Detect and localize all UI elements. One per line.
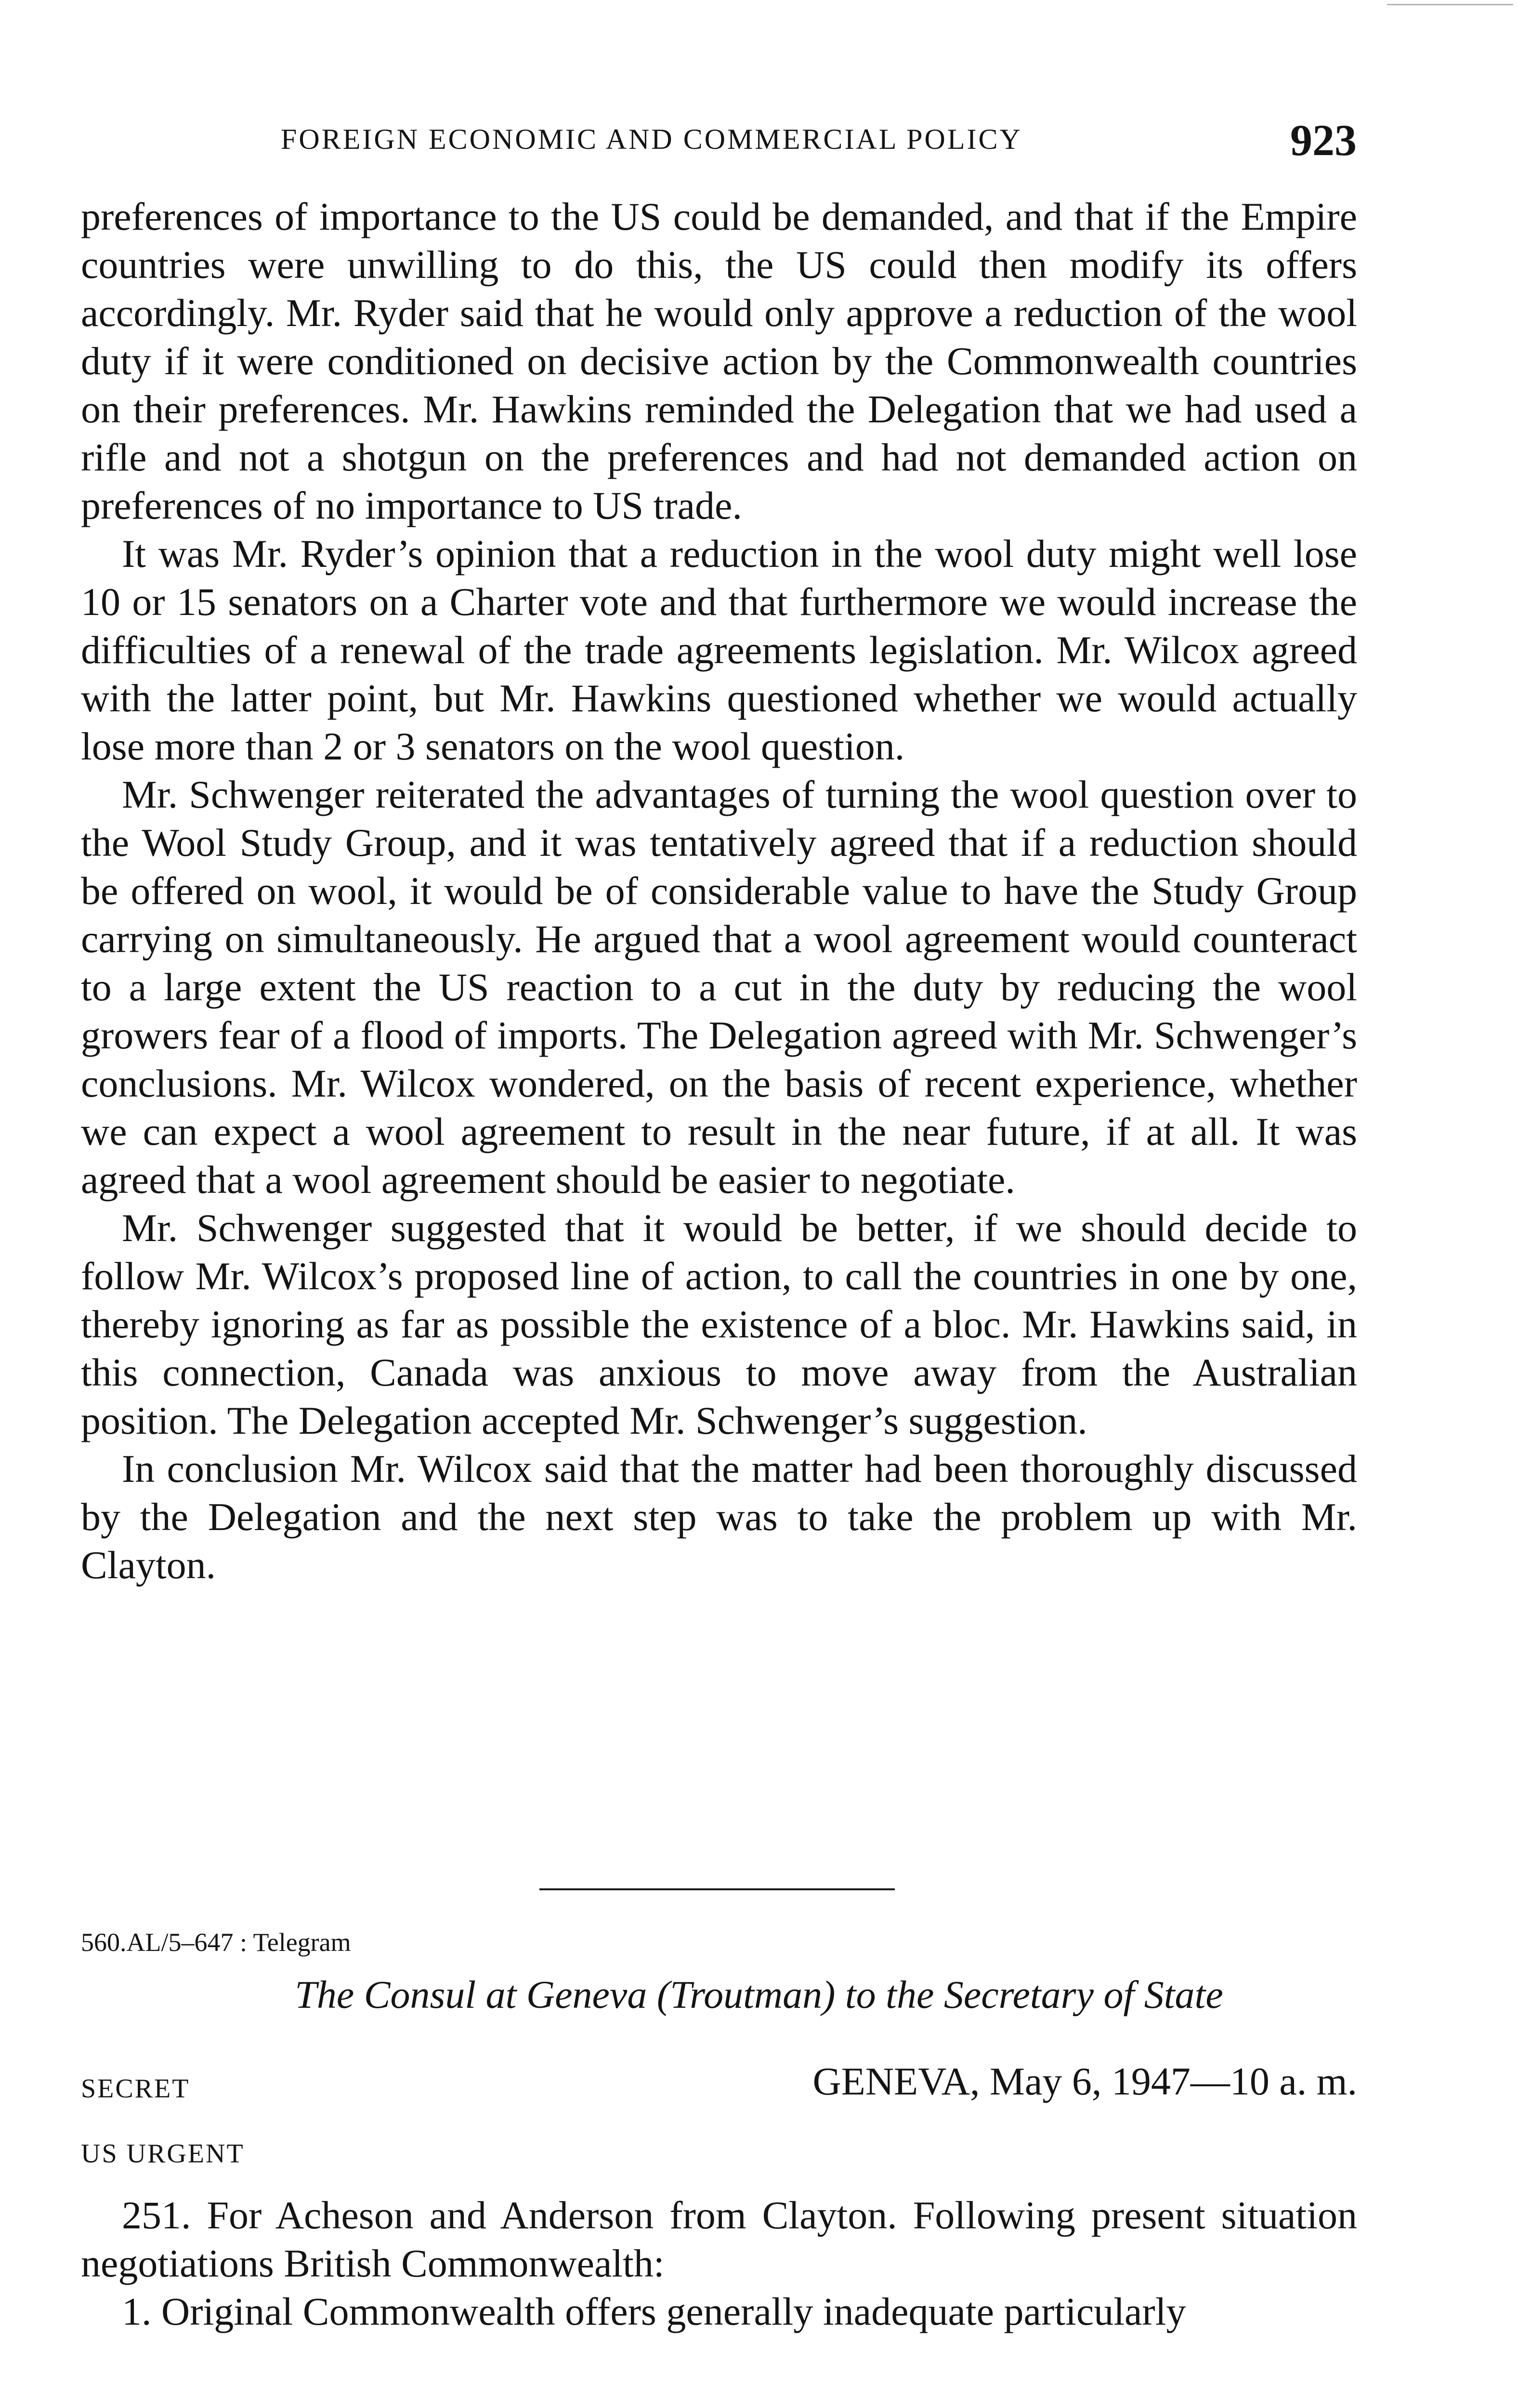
page-number: 923 <box>1290 116 1357 165</box>
dateline: GENEVA, May 6, 1947—10 a. m. <box>812 2059 1357 2103</box>
minutes-paragraph: Mr. Schwenger reiterated the advantages of turning the wool question over to the Wool Study Group, and it was tentatively agreed that if a reduction should be offered on wool, it would be of considerable value to have the Study Group carrying on simultaneously. He argued that a wool agreement would counteract to a large extent the US reaction to a cut in the duty by reducing the wool growers fear of a flood of imports. The Delegation agreed with Mr. Schwenger’s conclusions. Mr. Wilcox wondered, on the basis of recent experience, whether we can expect a wool agreement to result in the near future, if at all. It was agreed that a wool agreement should be easier to negotiate. <box>81 772 1357 1202</box>
minutes-paragraph: preferences of importance to the US could be demanded, and that if the Empire countries were unwilling to do this, the US could then modify its offers accordingly. Mr. Ryder said that he would only approve a reduction of the wool duty if it were conditioned on decisive action by the Commonwealth countries on their preferences. Mr. Hawkins reminded the Delegation that we had used a rifle and not a shotgun on the preferences and had not demanded action on preferences of no importance to US trade. <box>81 195 1357 527</box>
precedence-label: US URGENT <box>81 2139 245 2169</box>
file-reference: 560.AL/5–647 : Telegram <box>81 1928 351 1957</box>
section-divider <box>539 1888 895 1890</box>
document-title: The Consul at Geneva (Troutman) to the Secretary of State <box>295 1973 1223 2016</box>
running-head: FOREIGN ECONOMIC AND COMMERCIAL POLICY <box>281 123 1022 155</box>
telegram-paragraph: 1. Original Commonwealth offers generally inadequate particularly <box>122 2290 1186 2333</box>
minutes-body <box>81 193 1357 1589</box>
telegram-paragraph: 251. For Acheson and Anderson from Clayton. Following present situation negotiations British Commonwealth: <box>81 2193 1357 2285</box>
classification-label: SECRET <box>81 2074 190 2104</box>
minutes-paragraph: In conclusion Mr. Wilcox said that the matter had been thoroughly discussed by the Delegation and the next step was to take the problem up with Mr. Clayton. <box>81 1447 1357 1587</box>
telegram-body <box>81 2191 1357 2336</box>
minutes-paragraph: Mr. Schwenger suggested that it would be better, if we should decide to follow Mr. Wilcox’s proposed line of action, to call the countries in one by one, thereby ignoring as far as possible the existence of a bloc. Mr. Hawkins said, in this connection, Canada was anxious to move away from the Australian position. The Delegation accepted Mr. Schwenger’s suggestion. <box>81 1206 1357 1442</box>
scan-edge-line <box>1387 4 1513 5</box>
minutes-paragraph: It was Mr. Ryder’s opinion that a reduction in the wool duty might well lose 10 or 15 senators on a Charter vote and that furthermore we would increase the difficulties of a renewal of the trade agreements legislation. Mr. Wilcox agreed with the latter point, but Mr. Hawkins questioned whether we would actually lose more than 2 or 3 senators on the wool question. <box>81 532 1357 768</box>
